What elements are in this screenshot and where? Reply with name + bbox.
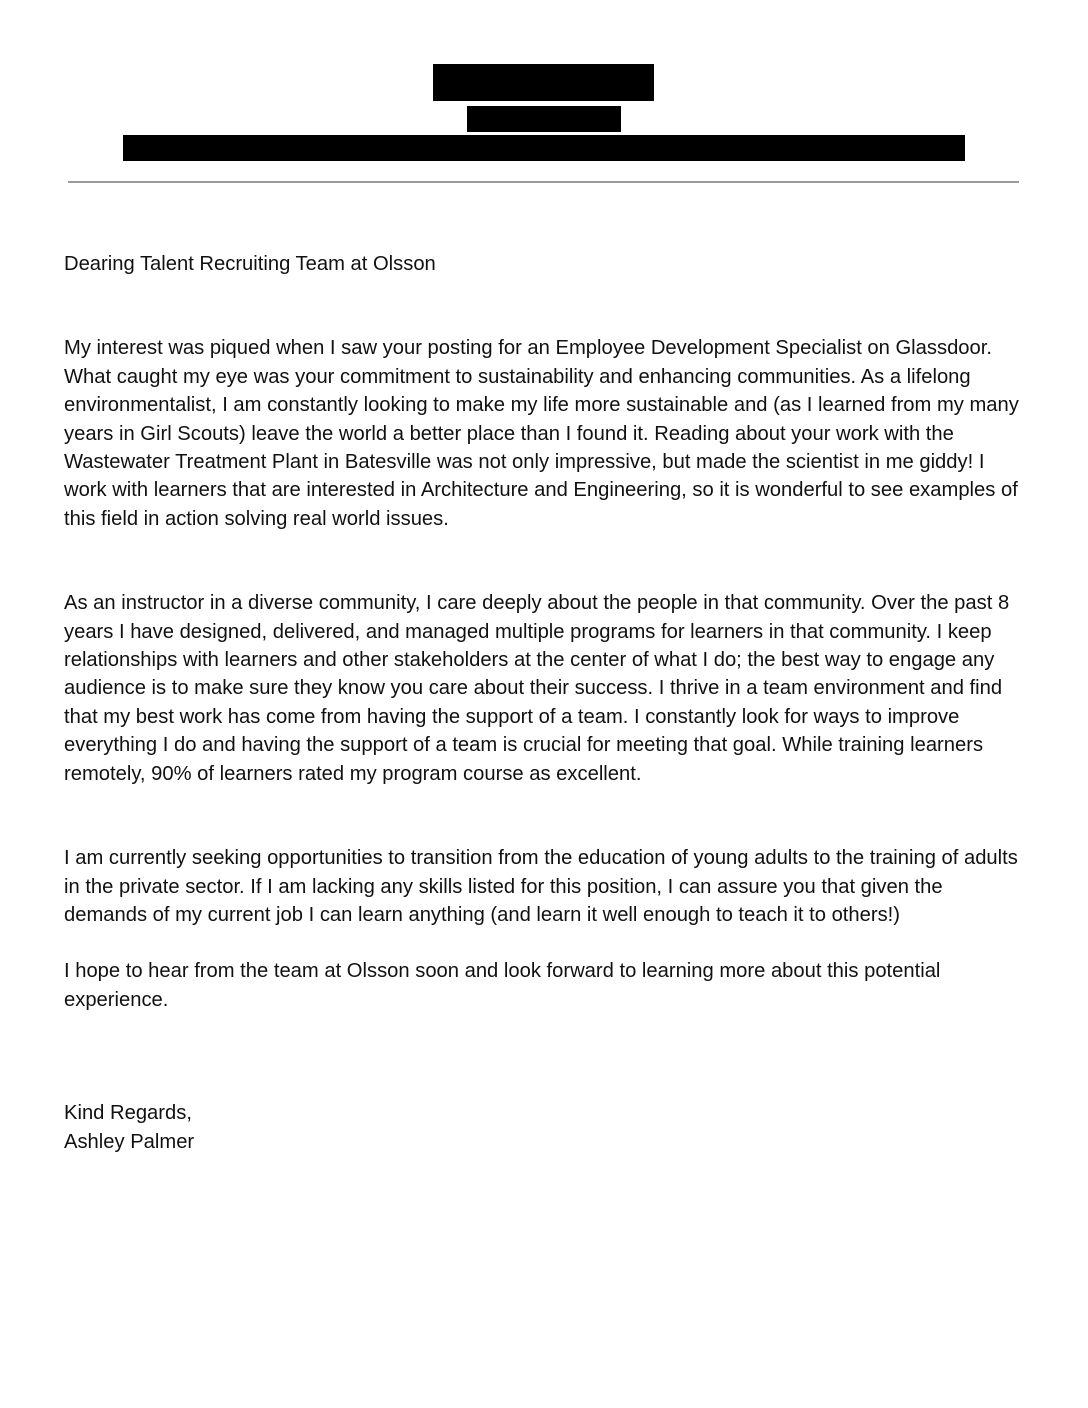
closing: Kind Regards, <box>64 1102 192 1125</box>
signoff <box>64 1099 1029 1156</box>
paragraph-1: My interest was piqued when I saw your posting for an Employee Development Specialist on Glassdoor. What caught my eye was your commitment to sustainability and enhancing communities. As a lifelong environmentalist, I am constantly looking to make my life more sustainable and (as I learned from my many years in Girl Scouts) leave the world a better place than I found it. Reading about your work with the Wastewater Treatment Plant in Batesville was not only impressive, but made the scientist in me giddy! I work with learners that are interested in Architecture and Engineering, so it is wonderful to see examples of this field in action solving real world issues. <box>64 337 1019 530</box>
letter-body <box>64 250 1029 1156</box>
paragraph-4: I hope to hear from the team at Olsson soon and look forward to learning more about this potential experience. <box>64 960 941 1011</box>
redacted-contact-block <box>123 135 965 161</box>
paragraph-2: As an instructor in a diverse community, I care deeply about the people in that community. Over the past 8 years I have designed, delivered, and managed multiple programs for learners in that community. I keep relationships with learners and other stakeholders at the center of what I do; the best way to engage any audience is to make sure they know you care about their success. I thrive in a team environment and find that my best work has come from having the support of a team. I constantly look for ways to improve everything I do and having the support of a team is crucial for meeting that goal. While training learners remotely, 90% of learners rated my program course as excellent. <box>64 592 1010 785</box>
signature-name: Ashley Palmer <box>64 1130 195 1153</box>
redacted-name-block <box>433 64 654 101</box>
salutation: Dearing Talent Recruiting Team at Olsson <box>64 253 436 275</box>
paragraph-3: I am currently seeking opportunities to transition from the education of young adults to the training of adults in the private sector. If I am lacking any skills listed for this position, I can assure you that given the demands of my current job I can learn anything (and learn it well enough to teach it to others!) <box>64 847 1018 926</box>
redacted-title-block <box>467 106 621 132</box>
header-divider <box>68 181 1019 183</box>
